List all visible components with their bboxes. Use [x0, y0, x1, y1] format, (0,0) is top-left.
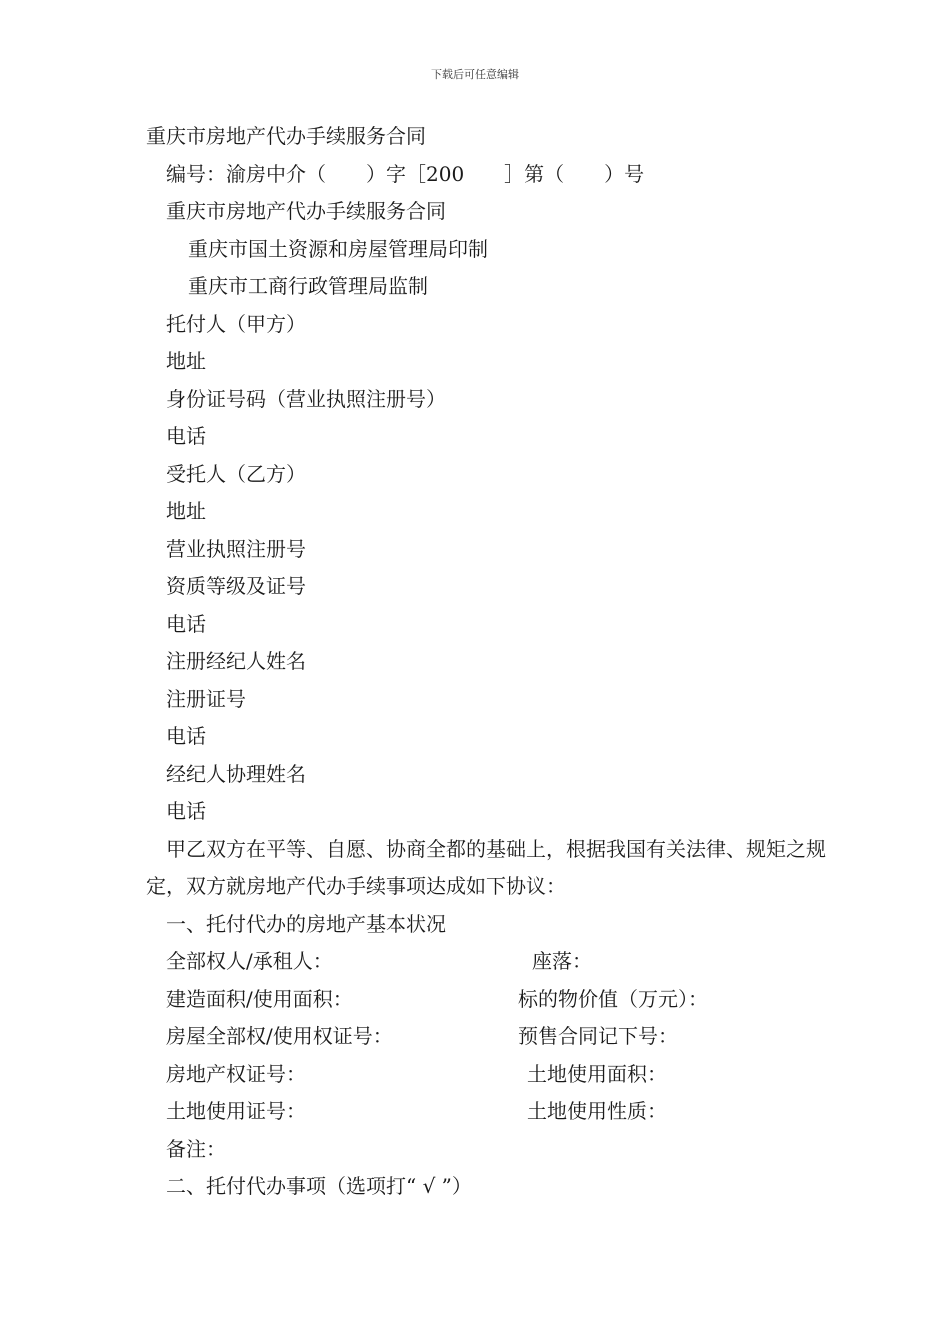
document-title: 重庆市房地产代办手续服务合同 — [146, 124, 426, 148]
property-field-label: 座落： — [532, 949, 592, 973]
section-2-heading: 二、托付代办事项（选项打“ √ ”） — [166, 1174, 472, 1198]
property-field-label: 建造面积/使用面积： — [166, 986, 353, 1011]
assistant-phone: 电话 — [166, 799, 206, 823]
intro-paragraph: 甲乙双方在平等、自愿、协商全都的基础上，根据我国有关法律、规矩之规定，双方就房地产代办手续事项达成如下协议： — [146, 836, 826, 898]
party-b-phone: 电话 — [166, 611, 206, 636]
party-a-heading: 托付人（甲方） — [166, 311, 306, 336]
property-field-label: 土地使用证号： — [166, 1099, 306, 1123]
property-field-label: 房屋全部权/使用权证号： — [166, 1024, 393, 1048]
party-a-address: 地址 — [166, 349, 206, 373]
property-field-label: 全部权人/承租人： — [166, 949, 333, 973]
contract-number: 编号：渝房中介（ ）字［200 ］第（ ）号 — [166, 161, 645, 186]
agent-name: 注册经纪人姓名 — [166, 649, 306, 673]
property-field-label: 土地使用面积： — [527, 1061, 667, 1086]
party-b-address: 地址 — [166, 499, 206, 523]
assistant-name: 经纪人协理姓名 — [166, 761, 306, 786]
property-row — [146, 981, 836, 1019]
document-subtitle: 重庆市房地产代办手续服务合同 — [166, 199, 446, 223]
property-row — [146, 1056, 836, 1094]
agent-phone: 电话 — [166, 724, 206, 748]
property-note: 备注： — [166, 1136, 226, 1161]
section-1-heading: 一、托付代办的房地产基本状况 — [166, 911, 446, 936]
party-b-license: 营业执照注册号 — [166, 536, 306, 561]
printer-line: 重庆市国土资源和房屋管理局印制 — [188, 236, 488, 261]
supervisor-line: 重庆市工商行政管理局监制 — [188, 274, 428, 298]
agent-cert: 注册证号 — [166, 686, 246, 711]
party-a-id: 身份证号码（营业执照注册号） — [166, 386, 446, 411]
property-row — [146, 943, 836, 981]
party-a-phone: 电话 — [166, 424, 206, 448]
property-row — [146, 1018, 836, 1056]
property-field-label: 房地产权证号： — [166, 1061, 306, 1086]
party-b-heading: 受托人（乙方） — [166, 461, 306, 486]
party-b-qualification: 资质等级及证号 — [166, 574, 306, 598]
property-field-label: 标的物价值（万元）： — [518, 986, 708, 1011]
property-field-label: 预售合同记下号： — [518, 1024, 678, 1048]
property-row — [146, 1093, 836, 1131]
page-header: 下载后可任意编辑 — [431, 68, 519, 81]
property-field-label: 土地使用性质： — [527, 1099, 667, 1123]
contract-document — [146, 118, 836, 1206]
